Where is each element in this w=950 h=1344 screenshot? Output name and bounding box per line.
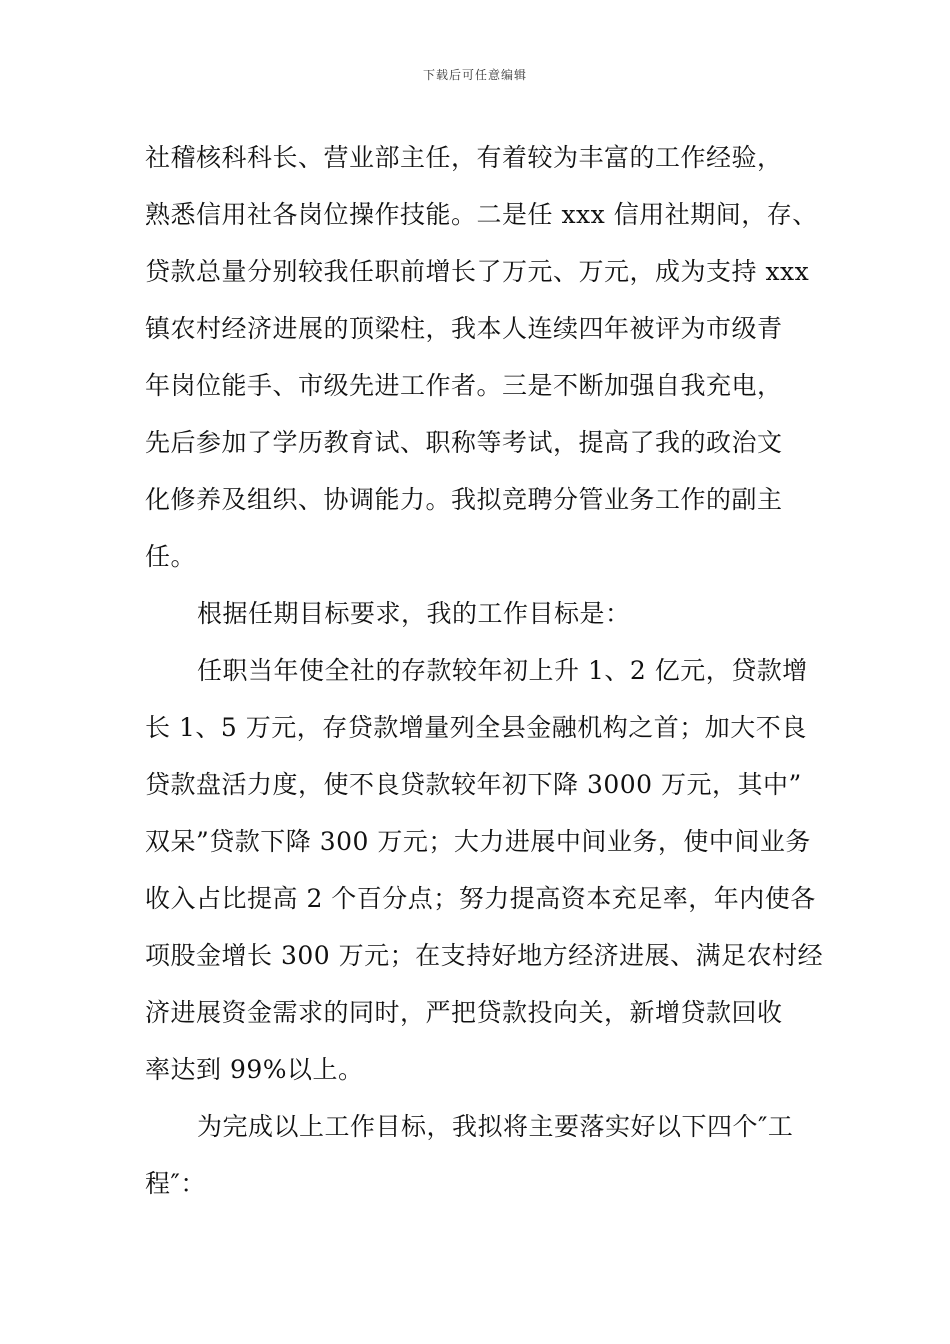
paragraph [145, 1098, 810, 1212]
text-line: 项股金增长 300 万元；在支持好地方经济进展、满足农村经 [145, 941, 824, 970]
text-line: 镇农村经济进展的顶梁柱，我本人连续四年被评为市级青 [145, 314, 783, 343]
text-line: 长 1、5 万元，存贷款增量列全县金融机构之首；加大不良 [145, 713, 807, 742]
text-line: 双呆”贷款下降 300 万元；大力进展中间业务，使中间业务 [145, 827, 811, 856]
page-header: 下载后可任意编辑 [422, 68, 527, 82]
text-line: 根据任期目标要求，我的工作目标是： [197, 599, 631, 628]
paragraph [145, 585, 810, 642]
text-line: 贷款总量分别较我任职前增长了万元、万元，成为支持 xxx [145, 257, 810, 286]
text-line: 率达到 99%以上。 [145, 1055, 364, 1084]
text-line: 为完成以上工作目标，我拟将主要落实好以下四个″工 [197, 1112, 794, 1141]
text-line: 先后参加了学历教育试、职称等考试，提高了我的政治文 [145, 428, 783, 457]
text-line: 济进展资金需求的同时，严把贷款投向关，新增贷款回收 [145, 998, 783, 1027]
text-line: 收入占比提高 2 个百分点；努力提高资本充足率，年内使各 [145, 884, 816, 913]
text-line: 社稽核科科长、营业部主任，有着较为丰富的工作经验， [145, 143, 783, 172]
text-line: 年岗位能手、市级先进工作者。三是不断加强自我充电， [145, 371, 783, 400]
text-line: 熟悉信用社各岗位操作技能。二是任 xxx 信用社期间，存、 [145, 200, 818, 229]
text-line: 化修养及组织、协调能力。我拟竞聘分管业务工作的副主 [145, 485, 783, 514]
text-line: 任。 [145, 542, 197, 571]
text-line: 程″： [145, 1169, 206, 1198]
text-line: 任职当年使全社的存款较年初上升 1、2 亿元，贷款增 [197, 656, 808, 685]
paragraph [145, 642, 824, 1098]
text-line: 贷款盘活力度，使不良贷款较年初下降 3000 万元，其中” [145, 770, 802, 799]
document-body [145, 129, 824, 1212]
paragraph [145, 129, 818, 585]
